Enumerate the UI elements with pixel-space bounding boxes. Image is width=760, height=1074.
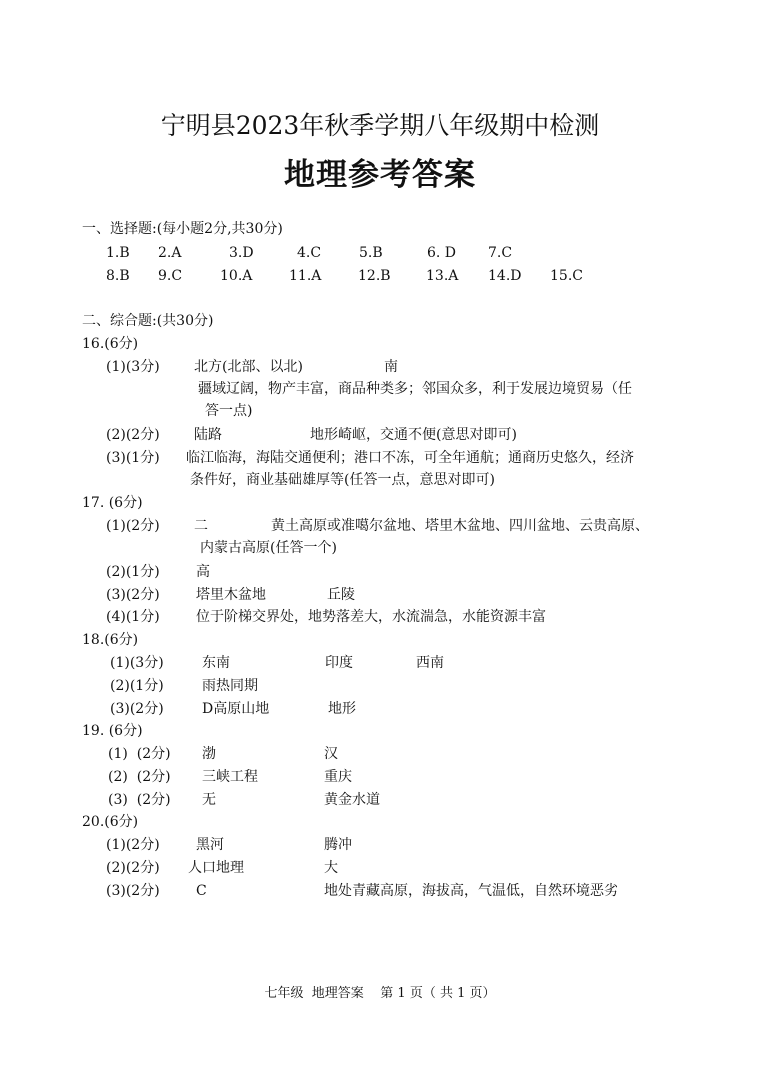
answer-text: 雨热同期: [202, 678, 258, 694]
answer-item: 8.B: [106, 268, 130, 284]
question-16-label: 16.(6分): [82, 336, 139, 352]
part-label: (3)(2分): [106, 587, 160, 603]
answer-item: 6. D: [427, 245, 457, 261]
answer-text: 重庆: [324, 769, 352, 785]
answer-text: 疆域辽阔，物产丰富，商品种类多；邻国众多，利于发展边境贸易（任: [198, 381, 632, 397]
part-label: (1)(3分): [106, 359, 160, 375]
answer-item: 11.A: [289, 268, 322, 284]
question-19-label: 19. (6分): [82, 723, 143, 739]
answer-text: 丘陵: [327, 587, 355, 603]
answer-item: 10.A: [220, 268, 253, 284]
answer-text: D高原山地: [202, 701, 270, 717]
answer-text: 印度: [325, 655, 353, 671]
answer-text: 黑河: [196, 837, 224, 853]
question-18-label: 18.(6分): [82, 632, 139, 648]
answer-text: 地处青藏高原，海拔高，气温低，自然环境恶劣: [324, 883, 618, 899]
answer-text: 北方(北部、以北): [194, 359, 303, 375]
answer-text: 内蒙古高原(任答一个): [200, 540, 337, 556]
answer-item: 3.D: [229, 245, 254, 261]
answer-text: 陆路: [194, 427, 222, 443]
part-label: (4)(1分): [106, 609, 160, 625]
section-heading-comprehensive: 二、综合题:(共30分): [82, 313, 214, 329]
part-label: (1) (2分): [108, 746, 171, 762]
answer-text: 地形崎岖，交通不便(意思对即可): [310, 427, 517, 443]
answer-text: 东南: [202, 655, 230, 671]
answer-text: 黄金水道: [324, 792, 380, 808]
answer-text: C: [196, 883, 207, 899]
answer-item: 12.B: [358, 268, 391, 284]
part-label: (3)(2分): [110, 701, 164, 717]
part-label: (3)(2分): [106, 883, 160, 899]
part-label: (1)(2分): [106, 837, 160, 853]
answer-text: 腾冲: [324, 837, 352, 853]
question-17-label: 17. (6分): [82, 495, 143, 511]
answer-text: 南: [384, 359, 398, 375]
answer-item: 5.B: [359, 245, 383, 261]
answer-text: 人口地理: [188, 860, 244, 876]
page-footer: 七年级 地理答案 第 1 页（ 共 1 页）: [264, 986, 496, 1001]
answer-text: 位于阶梯交界处，地势落差大，水流湍急，水能资源丰富: [196, 609, 546, 625]
part-label: (3)(1分): [106, 450, 160, 466]
answer-item: 15.C: [550, 268, 583, 284]
answer-item: 2.A: [158, 245, 182, 261]
answer-item: 14.D: [488, 268, 522, 284]
answer-item: 9.C: [158, 268, 183, 284]
answer-item: 13.A: [426, 268, 459, 284]
answer-item: 7.C: [488, 245, 513, 261]
answer-text: 大: [324, 860, 338, 876]
answer-text: 黄土高原或准噶尔盆地、塔里木盆地、四川盆地、云贵高原、: [271, 518, 649, 534]
answer-item: 1.B: [106, 245, 130, 261]
answer-text: 地形: [328, 701, 356, 717]
answer-text: 塔里木盆地: [196, 587, 266, 603]
part-label: (3) (2分): [108, 792, 171, 808]
page-subtitle: 地理参考答案: [284, 157, 476, 193]
part-label: (2)(1分): [106, 564, 160, 580]
answer-text: 答一点): [205, 403, 253, 419]
page-title: 宁明县2023年秋季学期八年级期中检测: [160, 111, 600, 140]
part-label: (2)(1分): [110, 678, 164, 694]
answer-text: 渤: [202, 746, 216, 762]
answer-text: 二: [194, 518, 208, 534]
answer-text: 西南: [416, 655, 444, 671]
answer-text: 无: [202, 792, 216, 808]
answer-text: 汉: [324, 746, 338, 762]
answer-text: 临江临海，海陆交通便利；港口不冻，可全年通航；通商历史悠久，经济: [186, 450, 634, 466]
answer-text: 三峡工程: [202, 769, 258, 785]
part-label: (2)(2分): [106, 427, 160, 443]
part-label: (1)(3分): [110, 655, 164, 671]
answer-text: 高: [196, 564, 210, 580]
question-20-label: 20.(6分): [82, 814, 139, 830]
part-label: (1)(2分): [106, 518, 160, 534]
answer-text: 条件好，商业基础雄厚等(任答一点，意思对即可): [190, 472, 495, 488]
answer-item: 4.C: [297, 245, 322, 261]
part-label: (2) (2分): [108, 769, 171, 785]
part-label: (2)(2分): [106, 860, 160, 876]
section-heading-choice: 一、选择题:(每小题2分,共30分): [82, 221, 283, 237]
